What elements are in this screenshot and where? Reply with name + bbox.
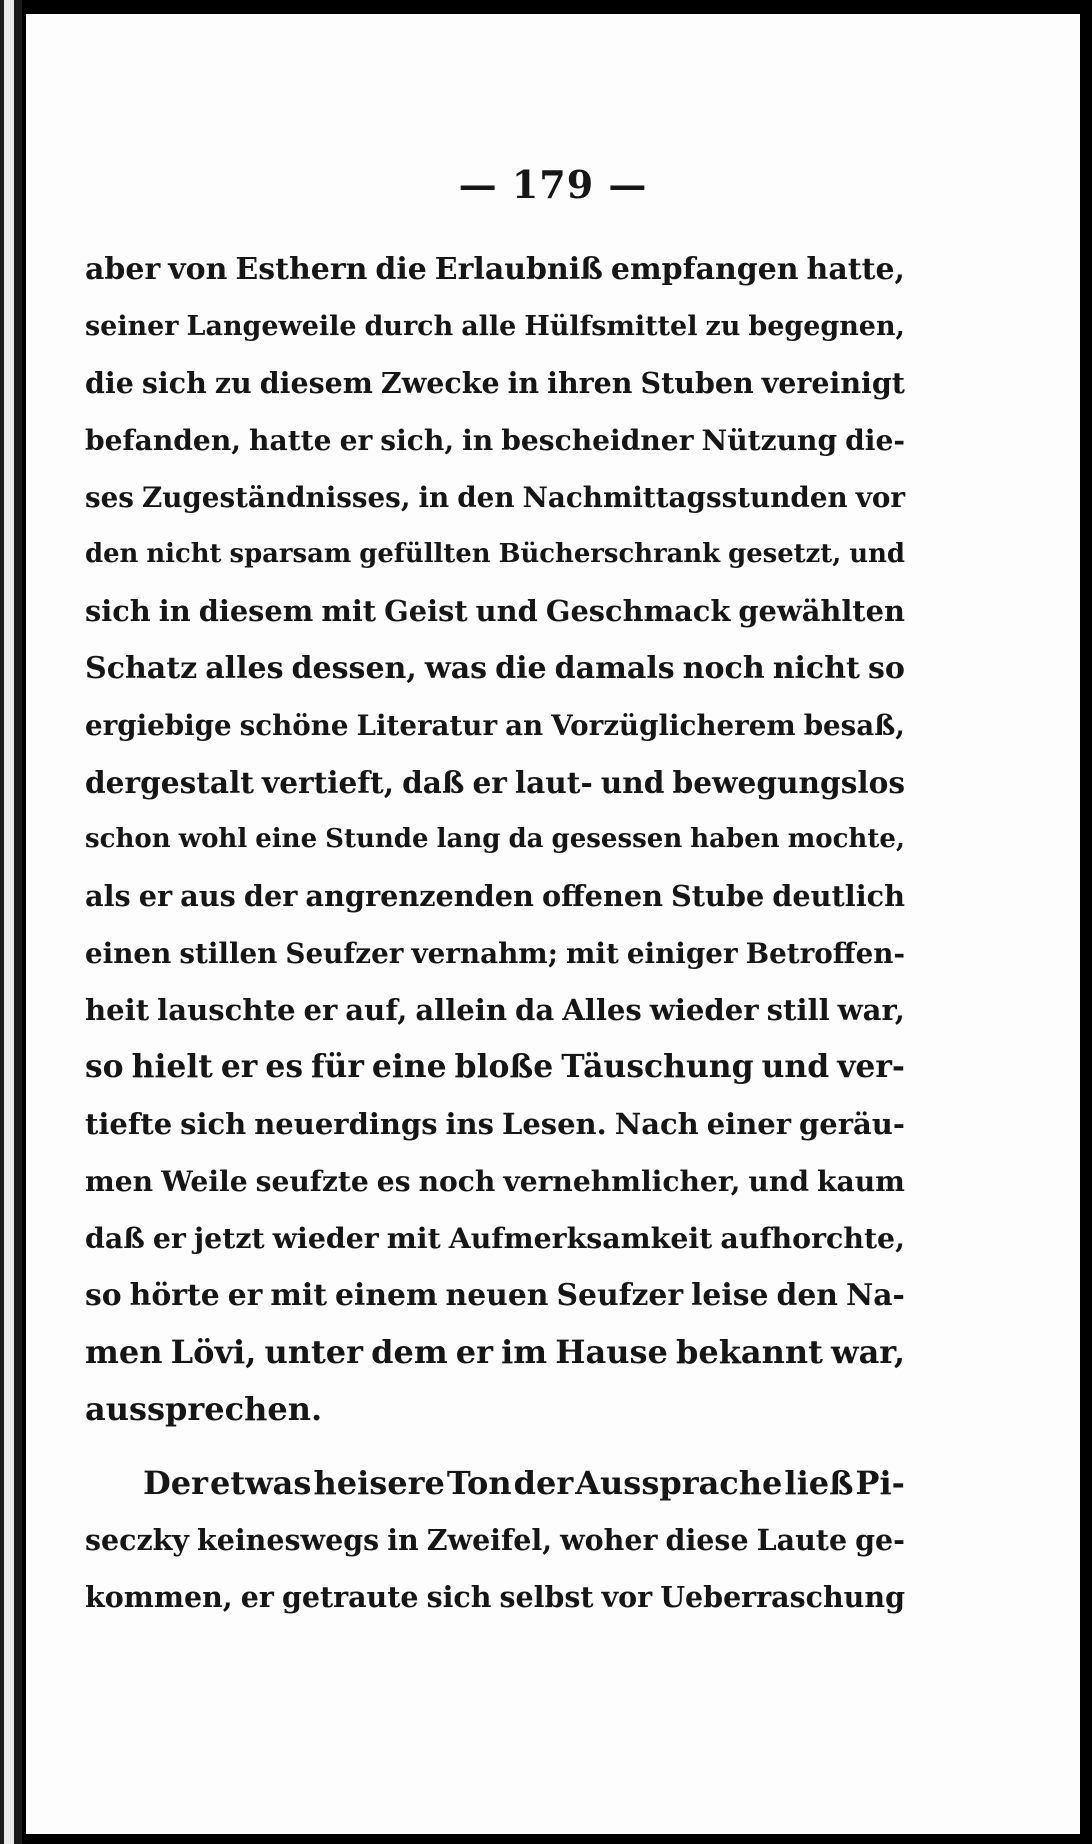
word: leise bbox=[691, 1278, 769, 1313]
word: geräu- bbox=[798, 1107, 905, 1141]
word: Langeweile bbox=[186, 311, 357, 342]
word: men bbox=[85, 1165, 154, 1198]
word: seczky bbox=[85, 1523, 189, 1557]
word: Nach bbox=[614, 1107, 699, 1141]
word: besaß, bbox=[803, 709, 905, 742]
text-line bbox=[85, 811, 905, 868]
word: Seufzer bbox=[556, 1278, 684, 1313]
word: wieder bbox=[649, 993, 759, 1027]
word: schon bbox=[85, 824, 171, 854]
word: Schatz bbox=[85, 651, 198, 686]
page-number: — 179 — bbox=[458, 162, 648, 207]
text-line bbox=[85, 640, 905, 697]
word: Weile bbox=[161, 1165, 248, 1198]
text-line bbox=[85, 412, 905, 469]
word: und bbox=[475, 594, 538, 628]
word: er bbox=[472, 765, 507, 800]
word: vertieft, bbox=[262, 765, 395, 800]
word: ses bbox=[85, 481, 134, 514]
word: Lövi, bbox=[170, 1333, 257, 1371]
word: alle bbox=[461, 311, 517, 342]
text-line bbox=[85, 982, 905, 1039]
word: dem bbox=[371, 1333, 448, 1371]
word: Erlaubniß bbox=[434, 252, 603, 287]
word: es bbox=[265, 1049, 303, 1085]
word: tiefte bbox=[85, 1107, 173, 1141]
word: bescheidner bbox=[501, 424, 694, 457]
word: men bbox=[85, 1333, 163, 1371]
text-line bbox=[85, 1153, 905, 1210]
word: sich bbox=[141, 366, 207, 400]
word: Geschmack bbox=[545, 594, 731, 628]
word: daß bbox=[402, 765, 465, 800]
word: sich, bbox=[380, 424, 455, 457]
word: die bbox=[495, 651, 547, 686]
word: in bbox=[387, 1523, 419, 1557]
word: die bbox=[85, 366, 134, 400]
text-line bbox=[85, 1324, 905, 1381]
word: es bbox=[376, 1165, 411, 1198]
word: selbst bbox=[499, 1580, 594, 1614]
text-line bbox=[85, 697, 905, 754]
word: mit bbox=[321, 594, 377, 628]
word: Vorzüglicherem bbox=[551, 709, 796, 742]
word: den bbox=[776, 1278, 838, 1313]
word: er bbox=[303, 993, 338, 1027]
word: gesessen bbox=[551, 824, 683, 854]
body-text bbox=[85, 241, 905, 1626]
word: wohl bbox=[178, 824, 248, 854]
word: Zwecke bbox=[380, 366, 500, 400]
word: vor bbox=[855, 481, 905, 514]
word: von bbox=[168, 252, 228, 287]
word: vernahm; bbox=[411, 937, 558, 970]
word: hatte bbox=[249, 424, 332, 457]
word: bloße bbox=[454, 1049, 554, 1085]
word: der bbox=[513, 1464, 574, 1502]
word: seufzte bbox=[255, 1165, 369, 1198]
word: empfangen bbox=[610, 252, 799, 287]
word: diese bbox=[665, 1523, 749, 1557]
word: gesetzt, bbox=[728, 539, 842, 569]
word: er bbox=[152, 1221, 186, 1255]
word: wieder bbox=[272, 1221, 379, 1255]
word: diesem bbox=[259, 366, 373, 400]
text-line bbox=[85, 526, 905, 583]
word: in bbox=[418, 481, 450, 514]
word: sich bbox=[426, 1580, 492, 1614]
word: ge- bbox=[855, 1523, 905, 1557]
word: aber bbox=[85, 252, 161, 287]
word: war, bbox=[837, 993, 905, 1027]
word: er bbox=[220, 1049, 258, 1085]
word: da bbox=[508, 824, 544, 854]
word: aufhorchte, bbox=[720, 1221, 905, 1255]
word: dergestalt bbox=[85, 765, 254, 800]
text-line bbox=[85, 1381, 905, 1438]
word: und bbox=[849, 539, 905, 569]
word: begegnen, bbox=[748, 311, 905, 342]
word: unter bbox=[264, 1333, 363, 1371]
word: der bbox=[243, 879, 298, 913]
text-line bbox=[85, 1096, 905, 1153]
word: still bbox=[766, 993, 830, 1027]
word: er bbox=[227, 1278, 263, 1313]
word: Seufzer bbox=[285, 937, 404, 970]
word: Nachmittagsstunden bbox=[522, 481, 848, 514]
word: was bbox=[424, 651, 488, 686]
word: die- bbox=[845, 424, 905, 457]
word: Der bbox=[143, 1464, 208, 1502]
word: damals bbox=[554, 651, 675, 686]
word: Betroffen- bbox=[745, 937, 905, 970]
word: laut- bbox=[514, 765, 593, 800]
word: lang bbox=[436, 824, 501, 854]
text-line bbox=[85, 1569, 905, 1626]
word: Hülfsmittel bbox=[524, 311, 698, 342]
word: bekannt bbox=[675, 1333, 823, 1371]
word: heisere bbox=[313, 1464, 445, 1502]
word: und bbox=[761, 1049, 830, 1085]
word: nicht bbox=[772, 651, 860, 686]
word: zu bbox=[214, 366, 252, 400]
word: getraute bbox=[281, 1580, 419, 1614]
word: diesem bbox=[198, 594, 314, 628]
word: er bbox=[455, 1333, 493, 1371]
word: den bbox=[85, 539, 139, 569]
word: allein bbox=[415, 993, 508, 1027]
word: offenen bbox=[541, 879, 663, 913]
word: Lesen. bbox=[501, 1107, 607, 1141]
word: sparsam bbox=[229, 539, 352, 569]
word: ließ bbox=[784, 1464, 854, 1502]
word: eine bbox=[371, 1049, 447, 1085]
word: woher bbox=[560, 1523, 658, 1557]
word: Geist bbox=[384, 594, 468, 628]
word: Bücherschrank bbox=[498, 539, 721, 569]
word: alles bbox=[205, 651, 284, 686]
text-line bbox=[85, 241, 905, 298]
word: sich bbox=[180, 1107, 247, 1141]
word: keineswegs bbox=[197, 1523, 380, 1557]
word: ins bbox=[445, 1107, 494, 1141]
text-line bbox=[85, 298, 905, 355]
text-line bbox=[85, 469, 905, 526]
text-line bbox=[85, 1210, 905, 1267]
word: neuen bbox=[445, 1278, 549, 1313]
text-line bbox=[85, 1512, 905, 1569]
adjacent-page-strip bbox=[4, 0, 14, 1844]
adjacent-page-edge bbox=[0, 0, 22, 1844]
word: einiger bbox=[626, 937, 738, 970]
word: ihren bbox=[547, 366, 633, 400]
word: so bbox=[867, 651, 905, 686]
word: und bbox=[600, 765, 665, 800]
word: für bbox=[311, 1049, 364, 1085]
word: zu bbox=[705, 311, 741, 342]
word: Stuben bbox=[640, 366, 754, 400]
word: Aussprache bbox=[575, 1464, 783, 1502]
word: und bbox=[748, 1165, 809, 1198]
paragraph-gap bbox=[85, 1438, 905, 1455]
word: Alles bbox=[562, 993, 642, 1027]
word: so bbox=[85, 1278, 122, 1313]
word: nicht bbox=[146, 539, 222, 569]
word: sich bbox=[85, 594, 151, 628]
word: als bbox=[85, 879, 131, 913]
word: in bbox=[507, 366, 540, 400]
word: vernehmlicher, bbox=[503, 1165, 741, 1198]
word: stillen bbox=[179, 937, 278, 970]
word: noch bbox=[418, 1165, 496, 1198]
word: war, bbox=[831, 1333, 905, 1371]
word: aussprechen. bbox=[85, 1390, 323, 1428]
word: in bbox=[158, 594, 191, 628]
word: Aufmerksamkeit bbox=[448, 1221, 713, 1255]
text-line bbox=[85, 925, 905, 982]
word: jetzt bbox=[193, 1221, 265, 1255]
word: hatte, bbox=[806, 252, 905, 287]
word: einem bbox=[335, 1278, 438, 1313]
word: eine bbox=[255, 824, 318, 854]
word: durch bbox=[364, 311, 454, 342]
word: in bbox=[462, 424, 494, 457]
word: neuerdings bbox=[254, 1107, 438, 1141]
word: dessen, bbox=[291, 651, 417, 686]
word: an bbox=[505, 709, 544, 742]
word: Na- bbox=[845, 1278, 905, 1313]
text-line bbox=[85, 868, 905, 925]
word: da bbox=[515, 993, 555, 1027]
word: aus bbox=[180, 879, 236, 913]
word: ergiebige bbox=[85, 709, 232, 742]
word: Literatur bbox=[356, 709, 498, 742]
word: etwas bbox=[209, 1464, 312, 1502]
word: kommen, bbox=[85, 1580, 233, 1614]
book-page bbox=[26, 14, 1080, 1834]
word: er bbox=[339, 424, 373, 457]
word: den bbox=[457, 481, 515, 514]
word: Pi- bbox=[855, 1464, 905, 1502]
word: Ton bbox=[446, 1464, 512, 1502]
word: bewegungslos bbox=[672, 765, 905, 800]
word: Zweifel, bbox=[426, 1523, 553, 1557]
word: befanden, bbox=[85, 424, 242, 457]
word: Hause bbox=[555, 1333, 668, 1371]
word: im bbox=[501, 1333, 548, 1371]
word: einer bbox=[706, 1107, 792, 1141]
word: er bbox=[138, 879, 173, 913]
word: einen bbox=[85, 937, 172, 970]
word: hörte bbox=[129, 1278, 220, 1313]
word: gefüllten bbox=[359, 539, 491, 569]
word: Nützung bbox=[701, 424, 838, 457]
text-line bbox=[85, 1267, 905, 1324]
word: daß bbox=[85, 1221, 145, 1255]
text-line bbox=[85, 1455, 905, 1512]
word: noch bbox=[682, 651, 765, 686]
word: lauschte bbox=[157, 993, 296, 1027]
word: haben bbox=[690, 824, 780, 854]
word: seiner bbox=[85, 311, 179, 342]
word: mit bbox=[566, 937, 619, 970]
word: angrenzenden bbox=[305, 879, 534, 913]
word: auf, bbox=[345, 993, 408, 1027]
word: er bbox=[240, 1580, 274, 1614]
word: mit bbox=[270, 1278, 328, 1313]
word: vor bbox=[601, 1580, 653, 1614]
word: ver- bbox=[837, 1049, 905, 1085]
text-line bbox=[85, 355, 905, 412]
word: Zugeständnisses, bbox=[141, 481, 411, 514]
word: deutlich bbox=[772, 879, 905, 913]
text-line bbox=[85, 1039, 905, 1096]
word: gewählten bbox=[738, 594, 905, 628]
word: heit bbox=[85, 993, 150, 1027]
word: Laute bbox=[756, 1523, 848, 1557]
word: Täuschung bbox=[561, 1049, 754, 1085]
word: mit bbox=[386, 1221, 441, 1255]
word: Ueberraschung bbox=[660, 1580, 905, 1614]
word: mochte, bbox=[787, 824, 905, 854]
word: kaum bbox=[817, 1165, 905, 1198]
word: die bbox=[375, 252, 427, 287]
word: schöne bbox=[239, 709, 349, 742]
word: so bbox=[85, 1049, 124, 1085]
word: hielt bbox=[131, 1049, 213, 1085]
word: Stunde bbox=[325, 824, 429, 854]
word: Stube bbox=[671, 879, 765, 913]
word: vereinigt bbox=[761, 366, 905, 400]
text-line bbox=[85, 583, 905, 640]
text-line bbox=[85, 754, 905, 811]
word: Esthern bbox=[235, 252, 368, 287]
